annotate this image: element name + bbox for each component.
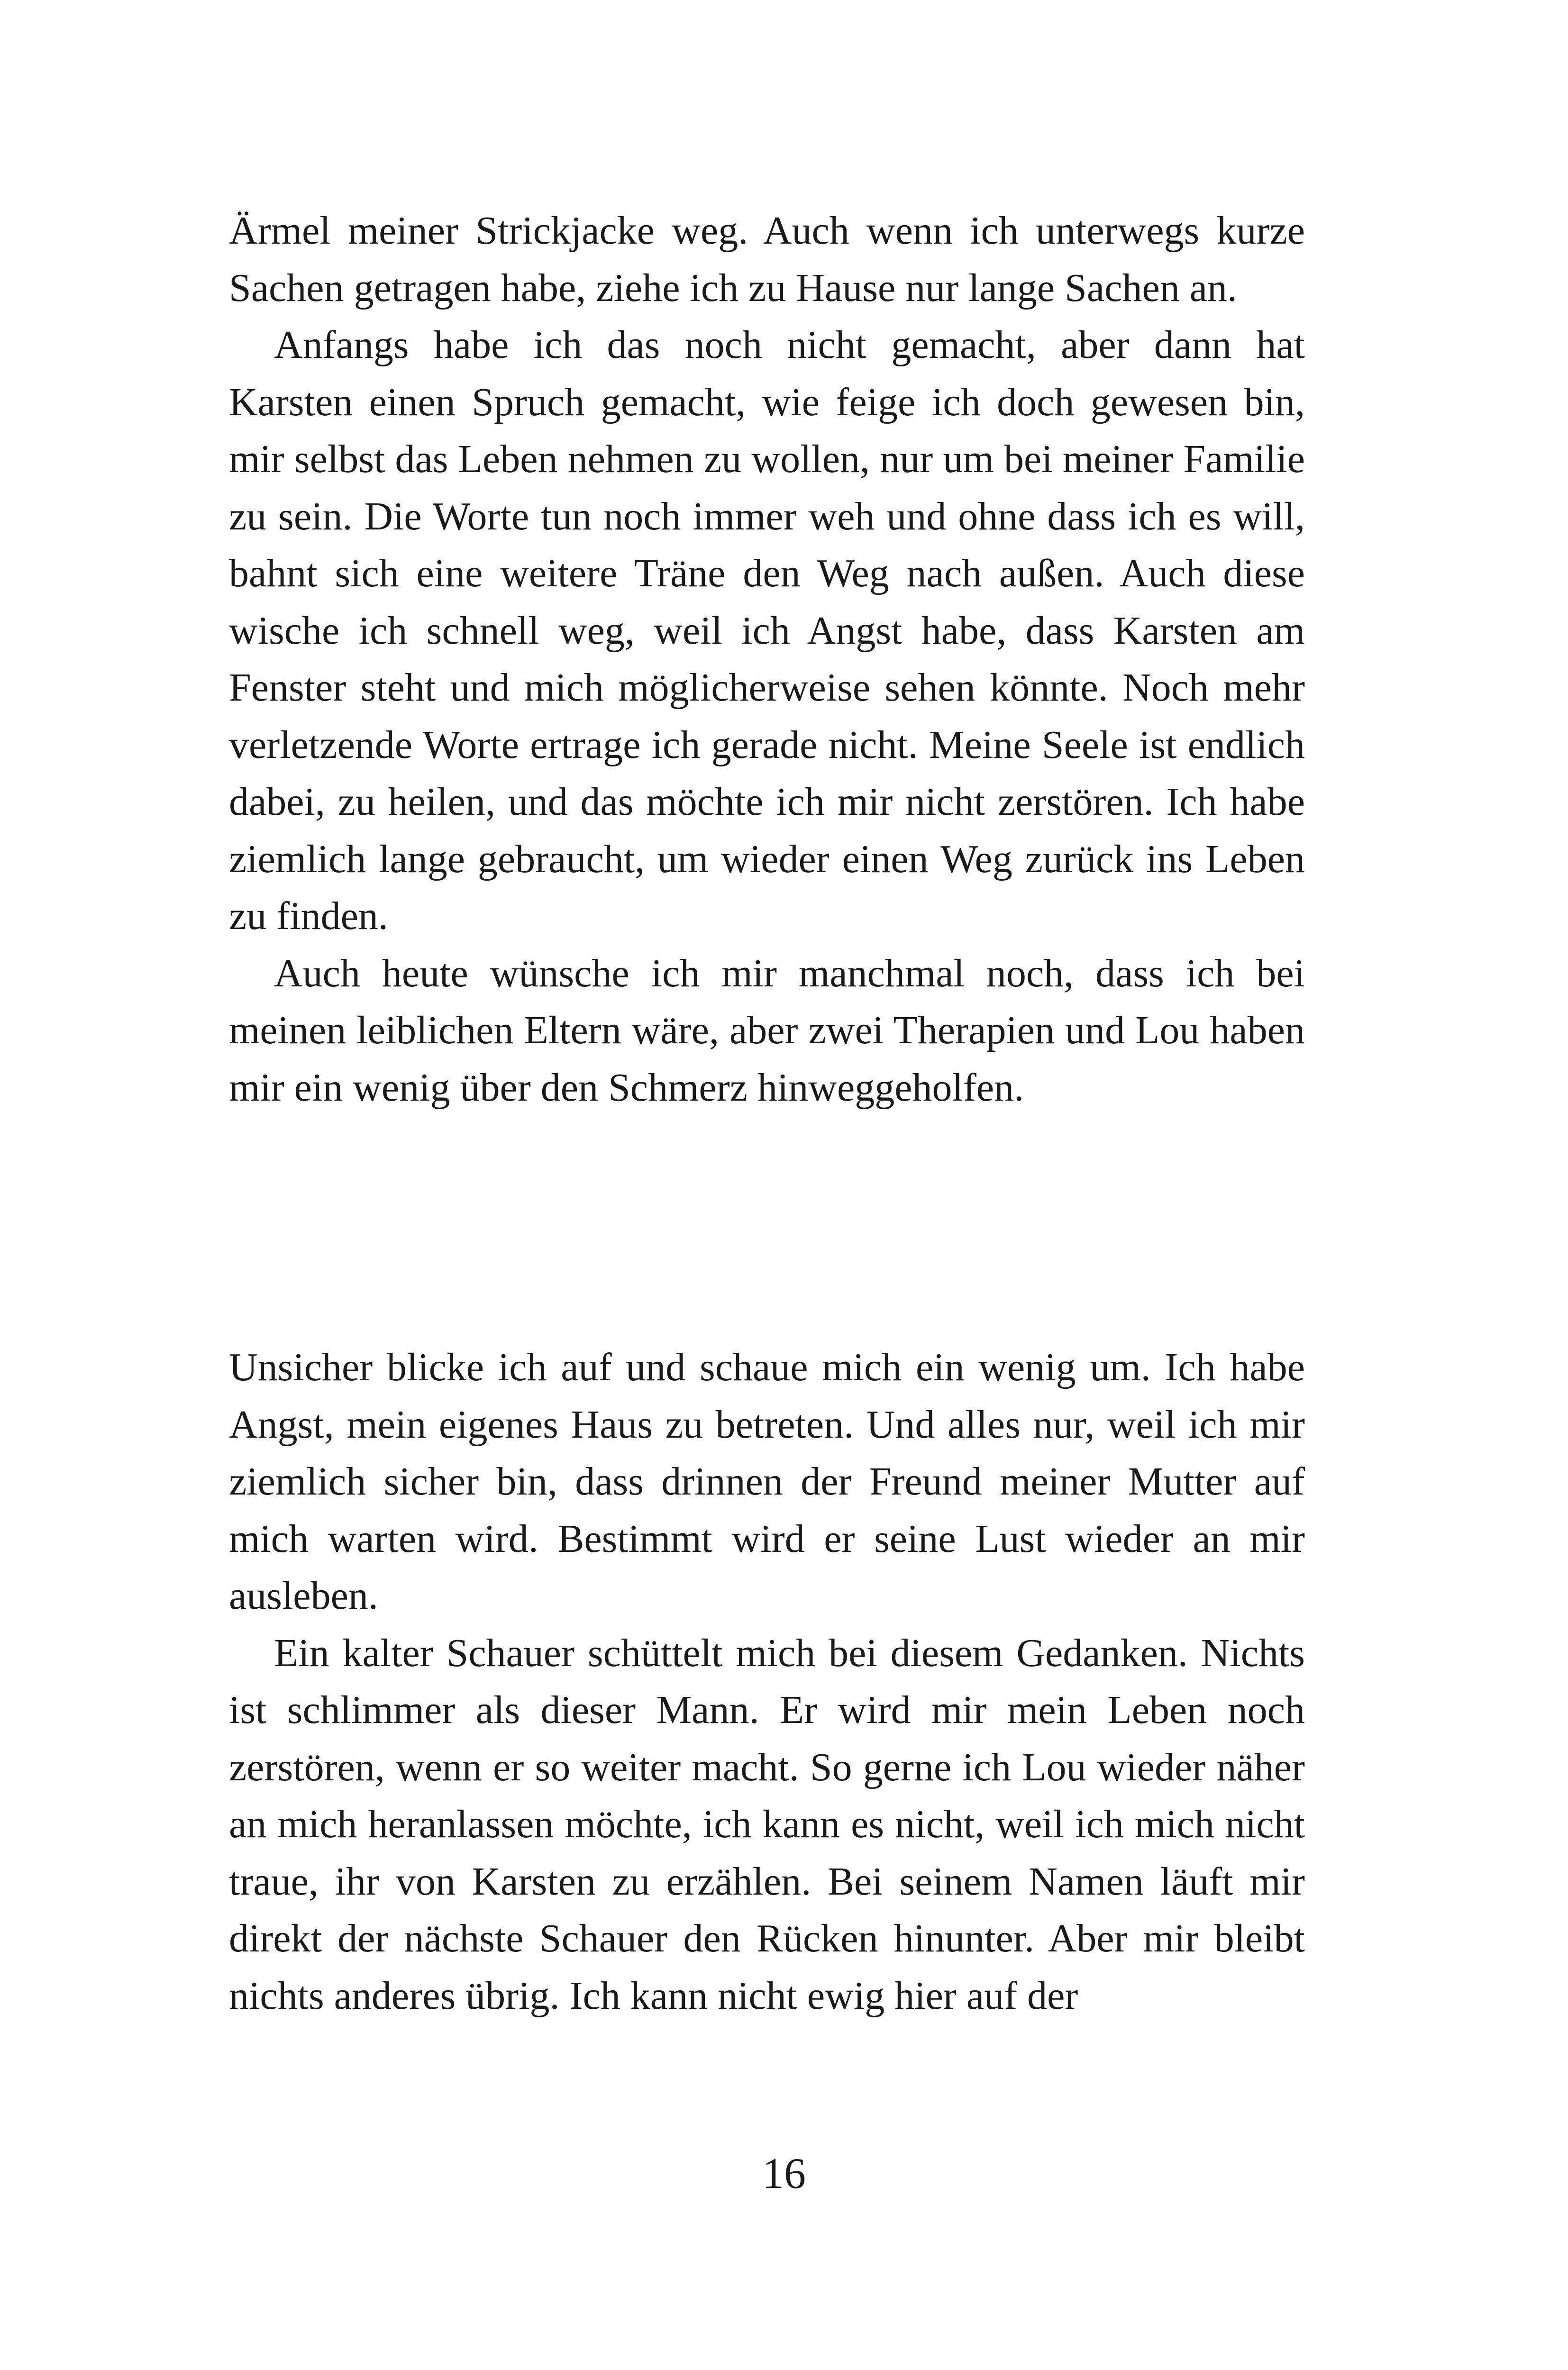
paragraph-continued: Ärmel meiner Strickjacke weg. Auch wenn ich unterwegs kurze Sachen getragen habe, ziehe ich zu Hause nur lange Sachen an. — [229, 209, 1305, 310]
text-section-2 — [229, 1339, 1305, 2024]
text-section-1 — [229, 202, 1305, 1116]
paragraph: Auch heute wünsche ich mir manchmal noch, dass ich bei meinen leiblichen Eltern wäre, aber zwei Therapien und Lou haben mir ein wenig über den Schmerz hinweggeholfen. — [229, 951, 1305, 1110]
page-number: 16 — [762, 2149, 806, 2197]
paragraph: Anfangs habe ich das noch nicht gemacht, aber dann hat Karsten einen Spruch gemacht, wie feige ich doch gewesen bin, mir selbst das Leben nehmen zu wollen, nur um bei meiner Familie zu sein. Die Worte tun noch immer weh und ohne dass ich es will, bahnt sich eine weitere Träne den Weg nach außen. Auch diese wische ich schnell weg, weil ich Angst habe, dass Karsten am Fenster steht und mich möglicherweise sehen könnte. Noch mehr verletzende Worte ertrage ich gerade nicht. Meine Seele ist endlich dabei, zu heilen, und das möchte ich mir nicht zerstören. Ich habe ziemlich lange gebraucht, um wieder einen Weg zurück ins Leben zu finden. — [229, 323, 1305, 938]
paragraph: Ein kalter Schauer schüttelt mich bei diesem Gedanken. Nichts ist schlimmer als dieser Mann. Er wird mir mein Leben noch zerstören, wenn er so weiter macht. So gerne ich Lou wieder näher an mich heranlassen möchte, ich kann es nicht, weil ich mich nicht traue, ihr von Karsten zu erzählen. Bei seinem Namen läuft mir direkt der nächste Schauer den Rücken hinunter. Aber mir bleibt nichts anderes übrig. Ich kann nicht ewig hier auf der — [229, 1631, 1305, 2018]
paragraph-section-start: Unsicher blicke ich auf und schaue mich ein wenig um. Ich habe Angst, mein eigenes Haus zu betreten. Und alles nur, weil ich mir ziemlich sicher bin, dass drinnen der Freund meiner Mutter auf mich warten wird. Bestimmt wird er seine Lust wieder an mir ausleben. — [229, 1345, 1305, 1618]
